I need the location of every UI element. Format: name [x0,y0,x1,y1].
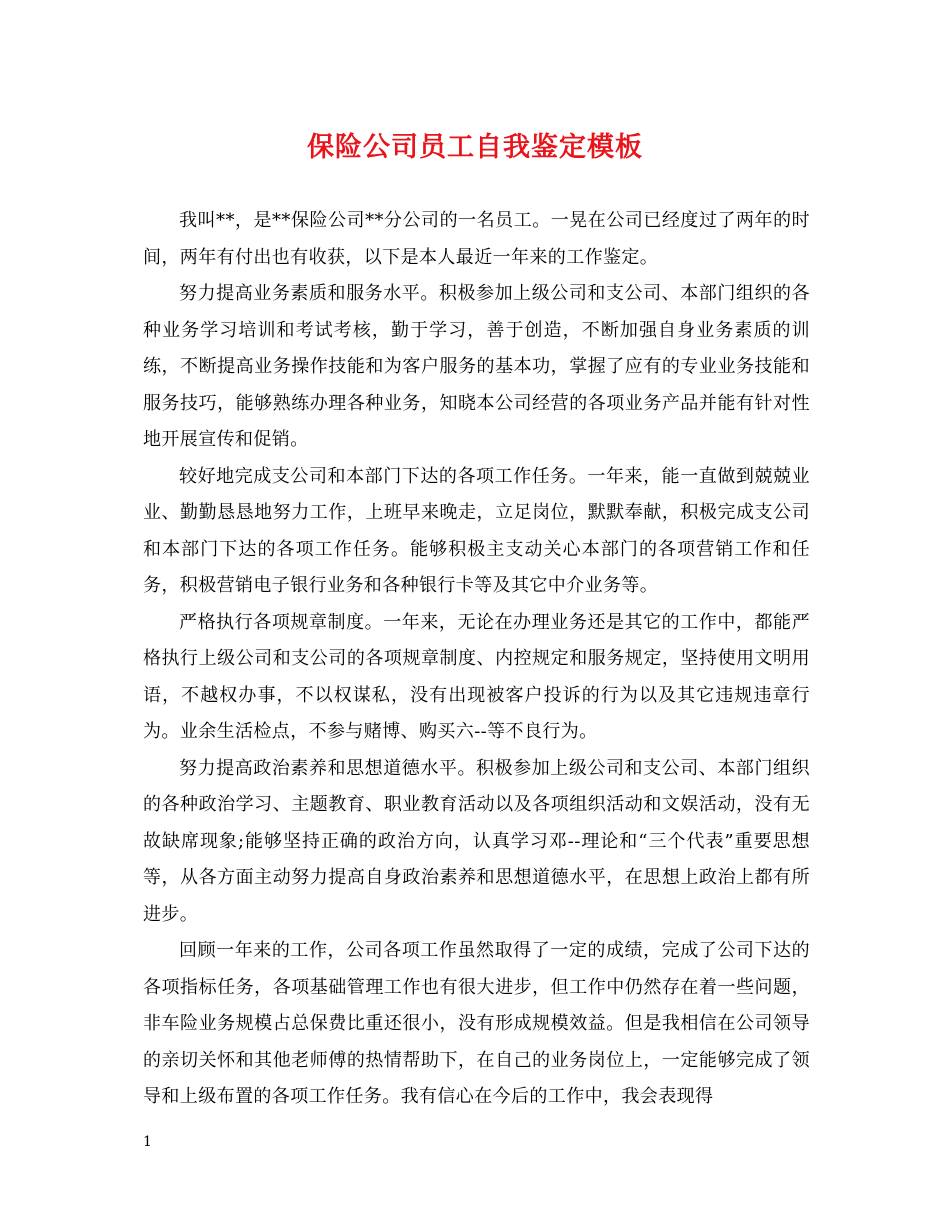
paragraph-business-quality: 努力提高业务素质和服务水平。积极参加上级公司和支公司、本部门组织的各种业务学习培训和考试考核，勤于学习，善于创造，不断加强自身业务素质的训练，不断提高业务操作技能和为客户服务的基本功，掌握了应有的专业业务技能和服务技巧，能够熟练办理各种业务，知晓本公司经营的各项业务产品并能有针对性地开展宣传和促销。 [143,283,810,450]
page-number: 1 [143,1134,152,1150]
document-body [143,203,810,1116]
paragraph-intro: 我叫**，是**保险公司**分公司的一名员工。一晃在公司已经度过了两年的时间，两年有付出也有收获，以下是本人最近一年来的工作鉴定。 [143,210,810,268]
paragraph-rules-compliance: 严格执行各项规章制度。一年来，无论在办理业务还是其它的工作中，都能严格执行上级公司和支公司的各项规章制度、内控规定和服务规定，坚持使用文明用语，不越权办事，不以权谋私，没有出现被客户投诉的行为以及其它违规违章行为。业余生活检点，不参与赌博、购买六--等不良行为。 [143,611,810,742]
paragraph-task-completion: 较好地完成支公司和本部门下达的各项工作任务。一年来，能一直做到兢兢业业、勤勤恳恳地努力工作，上班早来晚走，立足岗位，默默奉献，积极完成支公司和本部门下达的各项工作任务。能够积极主支动关心本部门的各项营销工作和任务，积极营销电子银行业务和各种银行卡等及其它中介业务等。 [143,465,810,596]
paragraph-review: 回顾一年来的工作，公司各项工作虽然取得了一定的成绩，完成了公司下达的各项指标任务，各项基础管理工作也有很大进步，但工作中仍然存在着一些问题，非车险业务规模占总保费比重还很小，没有形成规模效益。但是我相信在公司领导的亲切关怀和其他老师傅的热情帮助下，在自己的业务岗位上，一定能够完成了领导和上级布置的各项工作任务。我有信心在今后的工作中，我会表现得 [143,940,810,1107]
document-title: 保险公司员工自我鉴定模板 [307,132,643,163]
paragraph-political-quality: 努力提高政治素养和思想道德水平。积极参加上级公司和支公司、本部门组织的各种政治学习、主题教育、职业教育活动以及各项组织活动和文娱活动，没有无故缺席现象;能够坚持正确的政治方向，认真学习邓--理论和“三个代表”重要思想等，从各方面主动努力提高自身政治素养和思想道德水平，在思想上政治上都有所进步。 [143,757,810,925]
